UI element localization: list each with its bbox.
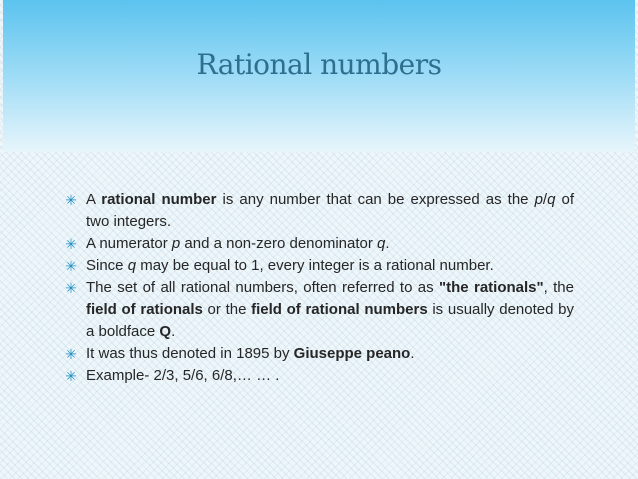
bullet-star-icon: ✳ (65, 258, 77, 274)
bullet-star-icon: ✳ (65, 236, 77, 252)
bullet-star-icon: ✳ (65, 280, 77, 296)
bold-term: Q (159, 323, 172, 340)
bullet-item: ✳ Since q may be equal to 1, every integer is a rational number. (62, 255, 574, 277)
bold-term: rational number (101, 191, 217, 208)
bold-term: Giuseppe peano (293, 345, 411, 362)
bullet-item: ✳ It was thus denoted in 1895 by Giuseppe peano. (62, 343, 574, 365)
bullet-item: ✳ Example- 2/3, 5/6, 6/8,… … . (62, 365, 574, 387)
slide-title: Rational numbers (196, 48, 442, 81)
bold-term: "the rationals" (439, 279, 544, 296)
bullet-star-icon: ✳ (65, 192, 77, 208)
bullet-item: ✳ A numerator p and a non-zero denominator q. (62, 233, 574, 255)
bullet-item: ✳ The set of all rational numbers, often referred to as "the rationals", the field of rationals or the field of rational numbers is usually denoted by a boldface Q. (65, 279, 574, 340)
bold-term: field of rational numbers (251, 301, 428, 318)
bold-term: field of rationals (86, 301, 203, 318)
bullet-list (62, 189, 574, 387)
bullet-star-icon: ✳ (65, 346, 77, 362)
bullet-star-icon: ✳ (65, 368, 77, 384)
bullet-item: ✳ A rational number is any number that can be expressed as the p/q of two integers. (65, 191, 574, 230)
